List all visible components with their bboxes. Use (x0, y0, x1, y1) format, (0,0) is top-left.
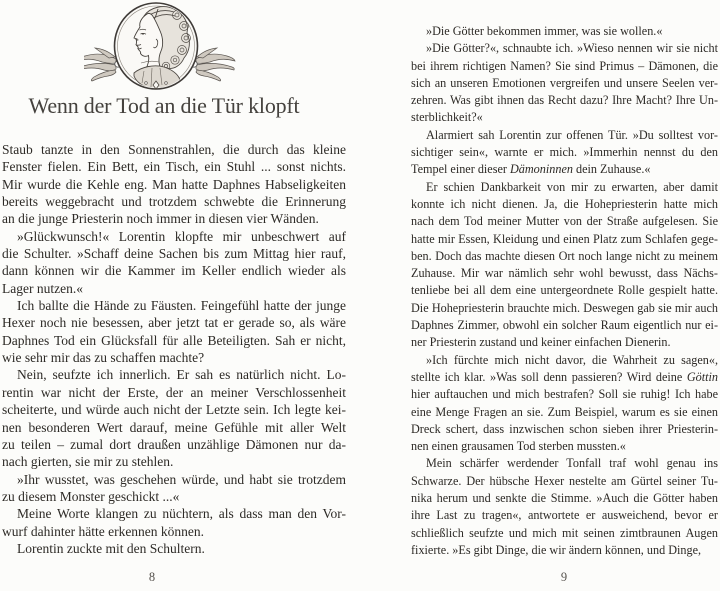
text-line: bereits weggebracht und trotzdem schwebte die Erinnerung (2, 194, 346, 210)
text-line: wurf dahinter hätte erkennen können. (2, 523, 205, 539)
text-line: »Ich fürchte mich nicht davor, die Wahrheit zu sagen«, (426, 352, 718, 367)
text-line: stellte ich klar. »Was soll denn passieren? Wird deine Göttin (411, 369, 718, 384)
text-line: Alarmiert sah Lorentin zur offenen Tür. »Du solltest vor- (426, 127, 718, 142)
text-line: sichtiger sein«, warnte er mich. »Immerhin nennst du den (411, 145, 718, 160)
text-line: Schwarze. Der hübsche Hexer nestelte am Gürtel seiner Tu- (411, 473, 718, 488)
text-line: Mein schärfer werdender Tonfall traf wohl genau ins (426, 456, 718, 471)
paragraph (411, 455, 718, 559)
text-line: ner Priesterin zustand und keiner einfachen Dienerin. (411, 335, 671, 350)
right-wing-ornament (196, 48, 235, 81)
text-line: zehren. Was gibt ihnen das Recht dazu? Ihre Macht? Ihre Un- (411, 93, 718, 108)
paragraph (411, 23, 718, 40)
paragraph (411, 352, 718, 456)
text-line: nen einen grausamen Tod sterben mussten.« (411, 439, 626, 454)
text-line: Daphnes Tod ein Glücksfall für alle Beteiligten. Sah er nicht, (2, 332, 346, 348)
text-line: ihre Last zu tragen«, antwortete er ausweichend, bevor er (411, 508, 718, 523)
text-line: Nein, seufzte ich innerlich. Er sah es natürlich nicht. Lo- (17, 367, 346, 383)
text-line: Mir wurde die Kehle eng. Man hatte Daphnes Habseligkeiten (2, 176, 346, 192)
text-line: zu teilen – zumal dort draußen unzählige Dämonen nur da- (2, 436, 346, 452)
text-line: Meine Worte klangen zu nüchtern, als dass man den Vor- (17, 506, 346, 522)
text-line: wie sehr mir das zu schaffen machte? (2, 350, 205, 366)
left-page-text (2, 141, 346, 557)
text-line: zu diesem Monster geschickt ...« (2, 488, 180, 504)
paragraph (411, 40, 718, 126)
page-right (360, 0, 720, 591)
chapter-medallion-illustration (84, 1, 236, 91)
paragraph (2, 297, 346, 366)
text-line: rentin war nicht der Erste, der an meiner Verschlossenheit (2, 384, 346, 400)
text-line: »Ihr wusstet, was geschehen würde, und habt sie trotzdem (17, 471, 346, 487)
text-line: sich an unseren Emotionen vergreifen und unsere Seelen ver- (411, 75, 718, 90)
paragraph (2, 228, 346, 297)
text-line: Dreck schert, dass inzwischen schon sieben ihrer Priesterin- (411, 421, 718, 436)
text-line: eine Menge Fragen an sie. Zum Beispiel, warum es sie einen (411, 404, 718, 419)
chapter-title: Wenn der Tod an die Tür klopft (28, 93, 300, 118)
right-page-number: 9 (560, 570, 568, 584)
text-line: Zuhause. Mir war nämlich sehr wohl bewusst, dass Nächs- (411, 266, 718, 281)
text-line: nen besonderen Wert darauf, meine Gefühle mit aller Welt (2, 419, 346, 435)
left-wing-ornament (84, 48, 116, 81)
paragraph (411, 127, 718, 179)
paragraph (2, 471, 346, 506)
text-line: Daphnes Zimmer, obwohl ein solcher Raum eigentlich nur ei- (411, 318, 718, 333)
paragraph (2, 540, 346, 557)
text-line: bei ihrem richtigen Namen? Sie sind Primus – Dämonen, die (411, 58, 718, 73)
text-line: nika herum und senkte die Stimme. »Auch die Götter haben (411, 491, 718, 506)
pendant-dot-right (165, 82, 168, 85)
text-line: schließlich seufzte und mich mit seinen zimtbraunen Augen (411, 525, 718, 540)
text-line: die Schulter. »Schaff deine Sachen bis zum Mittag hier rauf, (2, 246, 346, 262)
left-page-number: 8 (148, 570, 156, 584)
text-line: hier auftauchen und mich bestrafen? Soll sie ruhig! Ich habe (411, 387, 718, 402)
text-line: »Die Götter bekommen immer, was sie wollen.« (426, 24, 663, 38)
text-line: fixierte. »Es gibt Dinge, die wir ändern können, und Dinge, (411, 542, 702, 557)
text-line: Lager nutzen.« (2, 280, 83, 296)
paragraph (2, 366, 346, 470)
text-line: Tempel einer dieser Dämoninnen dein Zuhause.« (411, 162, 651, 177)
paragraph (2, 141, 346, 228)
text-line: sterblichkeit?« (411, 110, 483, 125)
text-line: dann können wir die Kammer im Keller endlich wieder als (2, 263, 346, 279)
text-line: Lorentin zuckte mit den Schultern. (17, 540, 205, 556)
text-line: an die junge Priesterin noch immer in diesen vier Wänden. (2, 211, 319, 227)
right-page-text (411, 23, 718, 559)
text-line: Er schien Dankbarkeit von mir zu erwarten, aber damit (426, 179, 718, 194)
text-line: hatte mir Essen, Kleidung und einen Platz zum Schlafen gege- (411, 231, 718, 246)
text-line: Ich ballte die Hände zu Fäusten. Feingefühl hatte der junge (17, 298, 346, 314)
paragraph (411, 179, 718, 352)
text-line: Die Hohepriesterin brauchte mich. Deswegen gab sie mir auch (411, 300, 718, 315)
pendant-dot-left (145, 82, 148, 85)
text-line: »Die Götter?«, schnaubte ich. »Wieso nennen wir sie nicht (426, 41, 718, 56)
text-line: nach gierten, sie mir zu stehlen. (2, 454, 174, 470)
text-line: tenliebe bei all dem eine untergeordnete Rolle gespielt hatte. (411, 283, 718, 298)
paragraph (2, 505, 346, 540)
text-line: Staub tanzte in den Sonnenstrahlen, die durch das kleine (2, 142, 346, 157)
text-line: Hexer noch nie besessen, aber jetzt tat er gerade so, als wäre (2, 315, 346, 331)
text-line: »Glückwunsch!« Lorentin klopfte mir unbeschwert auf (17, 228, 346, 244)
text-line: scheiterte, und würde auch nicht der Letzte sein. Ich legte kei- (2, 402, 346, 418)
text-line: ben. Doch das machte diesen Ort noch lange nicht zu meinem (411, 248, 718, 263)
text-line: Fenster fielen. Ein Bett, ein Tisch, ein Stuhl ... sonst nichts. (2, 159, 346, 175)
text-line: konnte ich nicht dienen. Ja, die Hohepriesterin hatte mich (411, 196, 718, 211)
text-line: nach dem Tod meiner Mutter von der Straße aufgelesen. Sie (411, 214, 718, 229)
